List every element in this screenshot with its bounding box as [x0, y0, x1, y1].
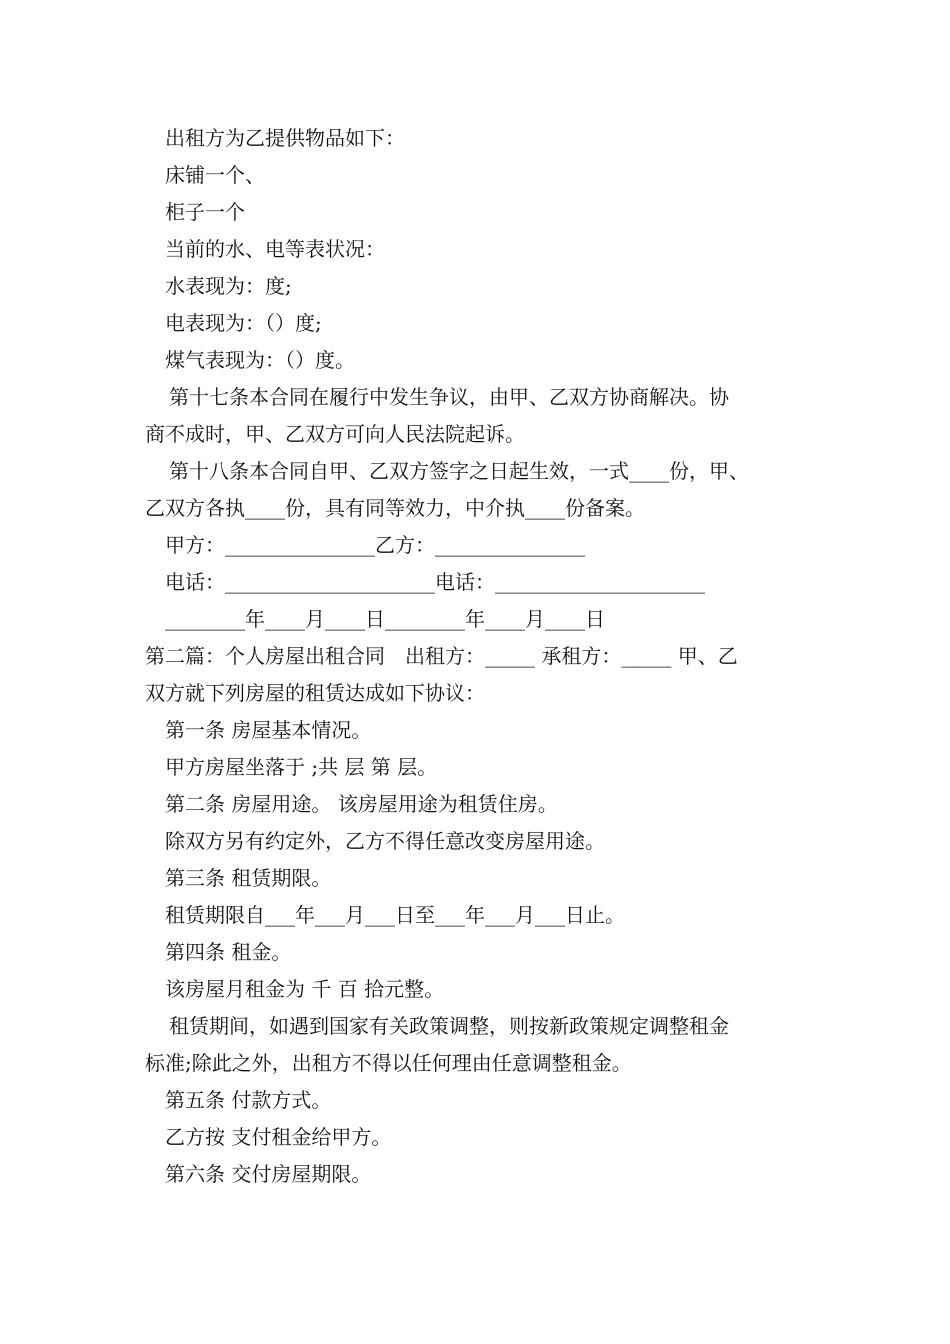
text-line: 床铺一个、 — [165, 163, 265, 187]
text-line: 第六条 交付房屋期限。 — [165, 1162, 372, 1186]
text-line: 第一条 房屋基本情况。 — [165, 718, 372, 742]
text-line: 标准;除此之外，出租方不得以任何理由任意调整租金。 — [145, 1051, 632, 1075]
text-line: 电话：_____________________电话：_____________________ — [165, 570, 705, 594]
text-line: 煤气表现为：（）度。 — [165, 348, 355, 372]
text-line: 甲方：_______________乙方：_______________ — [165, 533, 585, 557]
text-line: 租赁期间，如遇到国家有关政策调整，则按新政策规定调整租金 — [169, 1014, 729, 1038]
text-line: 柜子一个 — [165, 200, 245, 224]
text-line: 第二条 房屋用途。 该房屋用途为租赁住房。 — [165, 792, 558, 816]
text-line: 第四条 租金。 — [165, 940, 292, 964]
text-line: 除双方另有约定外，乙方不得任意改变房屋用途。 — [165, 829, 605, 853]
text-line: 乙方按 支付租金给甲方。 — [165, 1125, 392, 1149]
text-line: 第五条 付款方式。 — [165, 1088, 332, 1112]
text-line: 水表现为：度; — [165, 274, 292, 298]
text-line: 商不成时，甲、乙双方可向人民法院起诉。 — [145, 422, 525, 446]
section-title-line: 第二篇：个人房屋出租合同 出租方：_____ 承租方：_____ 甲、乙 — [145, 644, 738, 668]
document-page — [145, 120, 825, 1193]
text-line: 当前的水、电等表状况： — [165, 237, 385, 261]
text-line: 电表现为：（）度; — [165, 311, 322, 335]
text-line: 第十七条本合同在履行中发生争议，由甲、乙双方协商解决。协 — [169, 385, 729, 409]
text-line: 甲方房屋坐落于 ;共 层 第 层。 — [165, 755, 438, 779]
text-line: 乙双方各执____份，具有同等效力，中介执____份备案。 — [145, 496, 645, 520]
text-line: 该房屋月租金为 千 百 拾元整。 — [165, 977, 445, 1001]
text-line: ________年____月____日________年____月____日 — [165, 607, 605, 631]
text-line: 租赁期限自___年___月___日至___年___月___日止。 — [165, 903, 625, 927]
text-line: 出租方为乙提供物品如下： — [165, 126, 405, 150]
text-line: 第十八条本合同自甲、乙双方签字之日起生效，一式____份，甲、 — [169, 459, 749, 483]
text-line: 第三条 租赁期限。 — [165, 866, 332, 890]
text-line: 双方就下列房屋的租赁达成如下协议： — [145, 681, 485, 705]
